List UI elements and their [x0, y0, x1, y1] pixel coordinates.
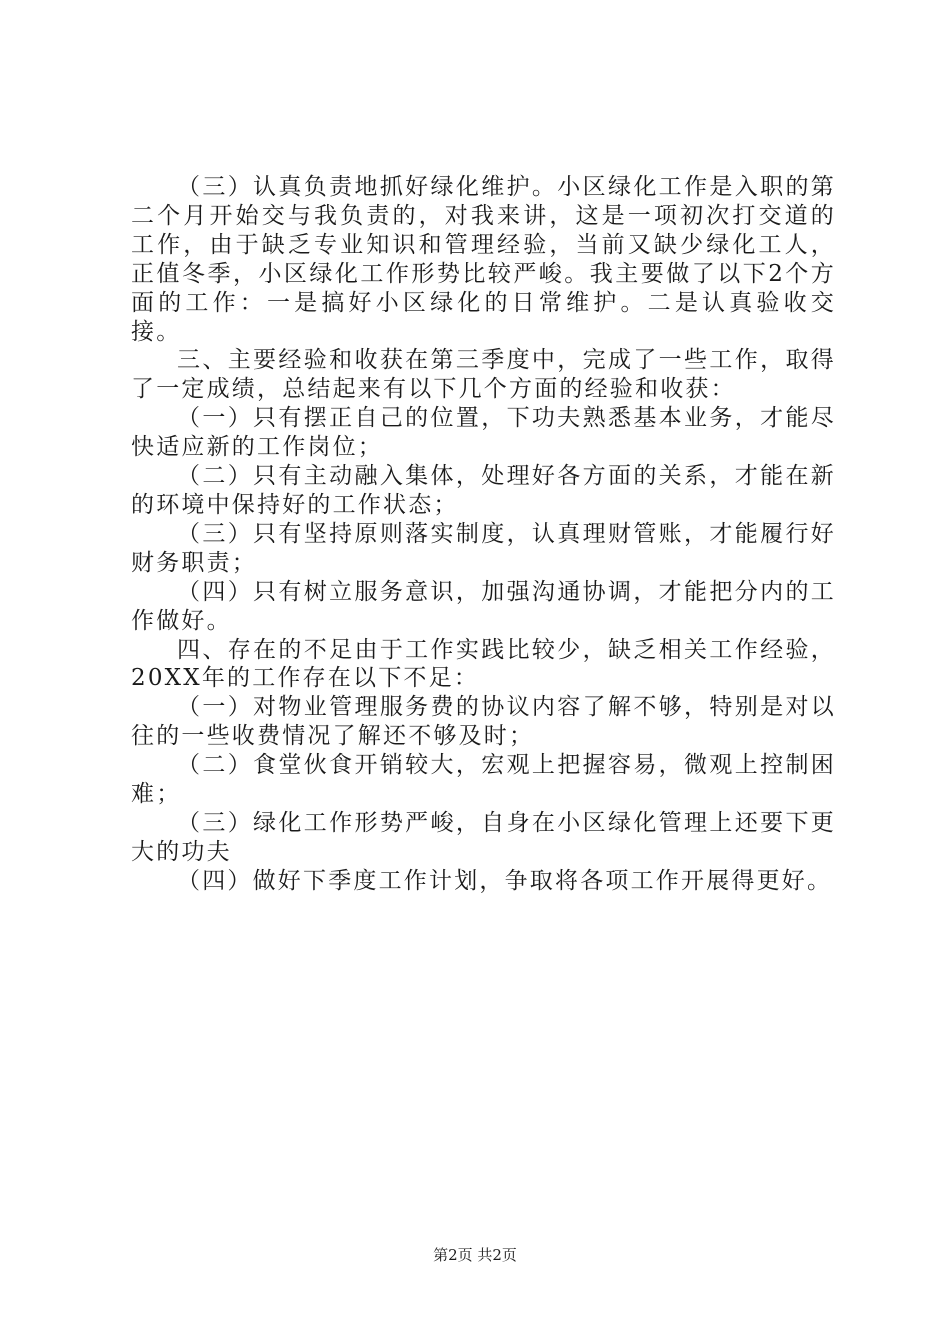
page-number-footer: 第2页 共2页 — [433, 1246, 517, 1264]
section-heading-experience: 三、主要经验和收获在第三季度中，完成了一些工作，取得了一定成绩，总结起来有以下几个方面的经验和收获： — [131, 347, 836, 403]
list-item-experience-2: （二）只有主动融入集体，处理好各方面的关系，才能在新的环境中保持好的工作状态； — [131, 463, 836, 518]
document-body — [131, 173, 836, 896]
list-item-experience-1: （一）只有摆正自己的位置，下功夫熟悉基本业务，才能尽快适应新的工作岗位； — [131, 405, 836, 461]
list-item-shortcoming-1: （一）对物业管理服务费的协议内容了解不够，特别是对以往的一些收费情况了解还不够及时； — [131, 694, 836, 750]
paragraph-greening-maintenance: （三）认真负责地抓好绿化维护。小区绿化工作是入职的第二个月开始交与我负责的，对我来讲，这是一项初次打交道的工作，由于缺乏专业知识和管理经验，当前又缺少绿化工人，正值冬季，小区绿化工作形势比较严峻。我主要做了以下2个方面的工作：一是搞好小区绿化的日常维护。二是认真验收交接。 — [131, 174, 836, 345]
section-heading-shortcomings: 四、存在的不足由于工作实践比较少，缺乏相关工作经验，20XX年的工作存在以下不足： — [131, 636, 836, 692]
list-item-experience-3: （三）只有坚持原则落实制度，认真理财管账，才能履行好财务职责； — [131, 520, 836, 576]
list-item-shortcoming-2: （二）食堂伙食开销较大，宏观上把握容易，微观上控制困难； — [131, 752, 836, 808]
list-item-shortcoming-4: （四）做好下季度工作计划，争取将各项工作开展得更好。 — [177, 867, 833, 894]
list-item-shortcoming-3: （三）绿化工作形势严峻，自身在小区绿化管理上还要下更大的功夫 — [131, 809, 836, 865]
list-item-experience-4: （四）只有树立服务意识，加强沟通协调，才能把分内的工作做好。 — [131, 578, 836, 634]
